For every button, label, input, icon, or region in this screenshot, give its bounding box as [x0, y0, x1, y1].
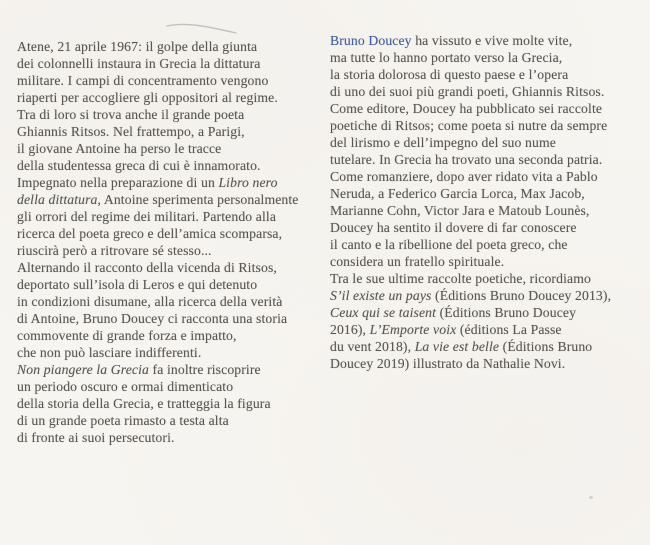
text-segment: Tra di loro si trova anche il grande poeta: [17, 107, 245, 122]
text-segment: , Antoine sperimenta personalmente: [97, 192, 299, 207]
text-line: [330, 66, 646, 83]
text-segment: Come editore, Doucey ha pubblicato sei raccolte: [330, 101, 603, 116]
text-line: [330, 151, 646, 168]
text-segment: militare. I campi di concentramento vengono: [17, 73, 269, 88]
text-line: [330, 287, 646, 304]
text-line: [17, 38, 325, 55]
text-line: [17, 327, 325, 344]
text-segment: il canto e la ribellione del poeta greco, che: [330, 237, 568, 252]
text-line: [17, 140, 325, 157]
text-line: [330, 355, 646, 372]
text-segment: considera un fratello spirituale.: [330, 254, 505, 269]
text-line: [17, 361, 325, 378]
text-segment: ma tutte lo hanno portato verso la Grecia,: [330, 50, 563, 65]
text-line: [330, 219, 646, 236]
text-segment: di un grande poeta rimasto a testa alta: [17, 413, 229, 428]
text-segment: il giovane Antoine ha perso le tracce: [17, 141, 222, 156]
text-line: [17, 378, 325, 395]
text-line: [17, 412, 325, 429]
text-segment: (Éditions Bruno Doucey 2013),: [431, 288, 612, 303]
text-line: [17, 225, 325, 242]
text-line: [330, 304, 646, 321]
text-line: [330, 83, 646, 100]
text-segment: dei colonnelli instaura in Grecia la dittatura: [17, 56, 261, 71]
text-line: [330, 100, 646, 117]
text-line: [17, 293, 325, 310]
text-segment: riuscirà però a ritrovare sé stesso...: [17, 243, 212, 258]
text-segment: della studentessa greca di cui è innamorato.: [17, 158, 261, 173]
text-line: [330, 134, 646, 151]
text-segment: Tra le sue ultime raccolte poetiche, ricordiamo: [330, 271, 591, 286]
book-title-italic: Non piangere la Grecia: [17, 362, 150, 377]
text-segment: (éditions La Passe: [456, 322, 562, 337]
text-line: [17, 72, 325, 89]
text-segment: di fronte ai suoi persecutori.: [17, 430, 175, 445]
text-segment: commovente di grande forza e impatto,: [17, 328, 237, 343]
book-title-italic: L’Emporte voix: [369, 322, 457, 337]
text-line: [330, 253, 646, 270]
text-line: [330, 117, 646, 134]
text-line: [17, 123, 325, 140]
text-segment: Neruda, a Federico Garcia Lorca, Max Jacob,: [330, 186, 585, 201]
book-title-italic: della dittatura: [17, 192, 98, 207]
text-line: [17, 208, 325, 225]
text-segment: che non può lasciare indifferenti.: [17, 345, 202, 360]
text-line: [17, 242, 325, 259]
text-line: [330, 236, 646, 253]
text-segment: Doucey ha sentito il dovere di far conoscere: [330, 220, 577, 235]
text-segment: Atene, 21 aprile 1967: il golpe della giunta: [17, 39, 258, 54]
text-segment: Marianne Cohn, Victor Jara e Matoub Lounès,: [330, 203, 590, 218]
text-line: [330, 185, 646, 202]
synopsis-column: [17, 38, 325, 446]
text-segment: fa inoltre riscoprire: [149, 362, 261, 377]
text-segment: Ghiannis Ritsos. Nel frattempo, a Parigi,: [17, 124, 245, 139]
book-title-italic: Ceux qui se taisent: [330, 305, 437, 320]
book-title-italic: Libro nero: [218, 175, 278, 190]
text-line: [17, 276, 325, 293]
text-line: [17, 89, 325, 106]
text-line: [17, 174, 325, 191]
text-segment: del lirismo e dell’impegno del suo nume: [330, 135, 556, 150]
text-segment: di uno dei suoi più grandi poeti, Ghiannis Ritsos.: [330, 84, 605, 99]
text-segment: tutelare. In Grecia ha trovato una seconda patria.: [330, 152, 603, 167]
text-segment: ricerca del poeta greco e dell’amica scomparsa,: [17, 226, 283, 241]
book-title-italic: La vie est belle: [414, 339, 500, 354]
text-line: [17, 106, 325, 123]
text-line: [330, 202, 646, 219]
text-line: [17, 191, 325, 208]
text-segment: (Éditions Bruno Doucey: [436, 305, 577, 320]
text-line: [17, 344, 325, 361]
text-segment: deportato sull’isola di Leros e qui detenuto: [17, 277, 258, 292]
text-segment: ha vissuto e vive molte vite,: [411, 33, 573, 48]
text-segment: la storia dolorosa di questo paese e l’opera: [330, 67, 569, 82]
text-line: [17, 157, 325, 174]
text-line: [17, 310, 325, 327]
text-line: [330, 49, 646, 66]
book-title-italic: S’il existe un pays: [330, 288, 432, 303]
text-segment: Doucey 2019) illustrato da Nathalie Novi.: [330, 356, 566, 371]
author-bio-column: [330, 32, 646, 372]
text-segment: du vent 2018),: [330, 339, 415, 354]
text-line: [330, 32, 646, 49]
text-segment: in condizioni disumane, alla ricerca della verità: [17, 294, 283, 309]
text-line: [17, 429, 325, 446]
text-line: [17, 55, 325, 72]
text-segment: Alternando il racconto della vicenda di Ritsos,: [17, 260, 277, 275]
text-segment: (Éditions Bruno: [499, 339, 593, 354]
text-line: [17, 395, 325, 412]
text-line: [330, 168, 646, 185]
text-segment: poetiche di Ritsos; come poeta si nutre da sempre: [330, 118, 608, 133]
text-line: [330, 270, 646, 287]
scan-speck: [589, 496, 593, 499]
text-segment: della storia della Grecia, e tratteggia la figura: [17, 396, 271, 411]
text-segment: gli orrori del regime dei militari. Partendo alla: [17, 209, 277, 224]
text-segment: Come romanziere, dopo aver ridato vita a Pablo: [330, 169, 598, 184]
text-line: [17, 259, 325, 276]
text-segment: di Antoine, Bruno Doucey ci racconta una storia: [17, 311, 288, 326]
text-line: [330, 321, 646, 338]
text-segment: un periodo oscuro e ormai dimenticato: [17, 379, 234, 394]
text-segment: Impegnato nella preparazione di un: [17, 175, 219, 190]
text-segment: 2016),: [330, 322, 370, 337]
text-line: [330, 338, 646, 355]
text-segment: riaperti per accogliere gli oppositori al regime.: [17, 90, 278, 105]
author-name-highlight: Bruno Doucey: [330, 33, 412, 48]
